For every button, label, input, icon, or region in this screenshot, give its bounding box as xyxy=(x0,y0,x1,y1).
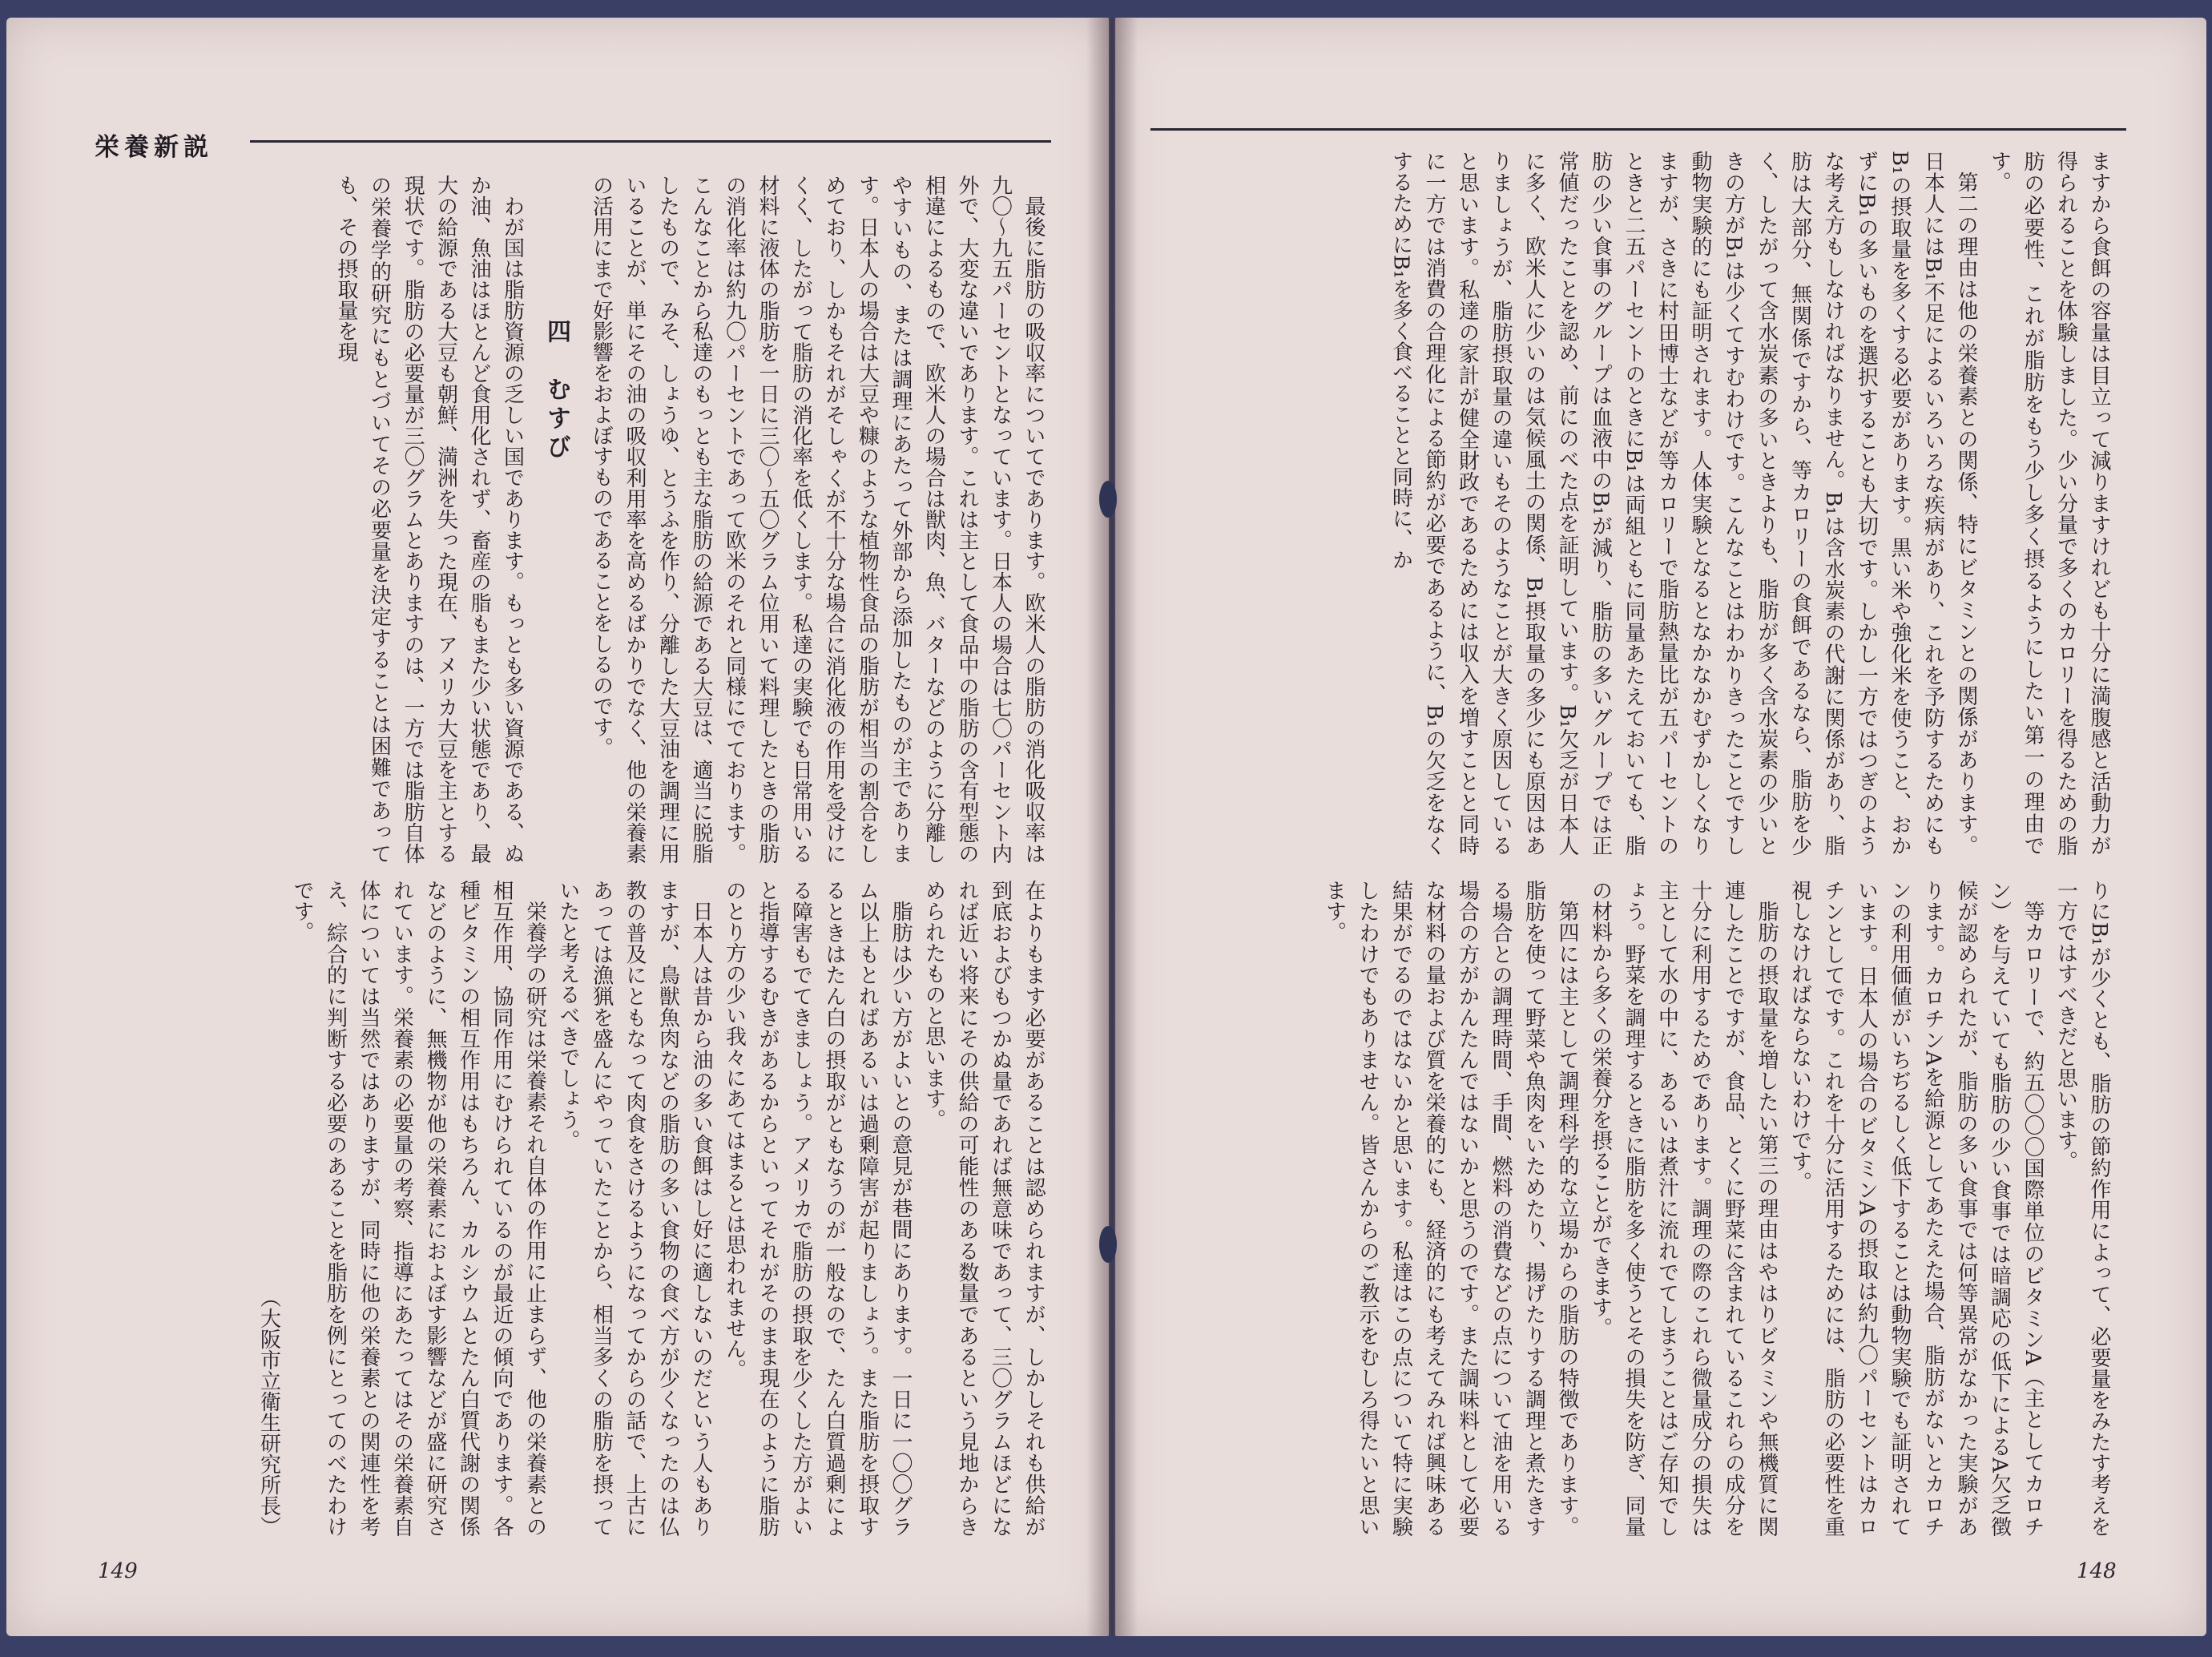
paragraph: 栄養学の研究は栄養素それ自体の作用に止まらず、他の栄養素との相互作用、協同作用にむけられているのが最近の傾向であります。各種ビタミンの相互作用はもちろん、カルシウムとたん白質代謝の関係などのように、無機物が他の栄養素におよぼす影響などが盛に研究されています。栄養素の必要量の考察、指導にあたってはその栄養素自体については当然ではありますが、同時に他の栄養素との関連性を考え、綜合的に判断する必要のあることを脂肪を例にとってのべたわけです。 xyxy=(290,880,547,1537)
running-head: 栄養新説 xyxy=(95,133,213,162)
header-rule xyxy=(250,140,1051,143)
book-gutter xyxy=(1086,18,1138,1636)
page-number-left: 149 xyxy=(98,1559,138,1583)
paragraph: 日本人は昔から油の多い食餌はし好に適しないのだという人もありますが、鳥獣魚肉などの脂肪の多い食物の食べ方が少くなったのは仏教の普及にともなって肉食をさけるようになってからの話で、上古にあっては漁猟を盛んにやっていたことから、相当多くの脂肪を摂っていたと考えるべきでしょう。 xyxy=(556,880,713,1537)
paragraph: 脂肪は少い方がよいとの意見が巷間にあります。一日に一〇〇グラム以上もとればあるいは過剰障害が起りましょう。また脂肪を摂取するときはたん白の摂取がともなうのが一般なので、たん白質過剰による障害もでてきましょう。アメリカで脂肪の摂取を少くした方がよいと指導するむきがあるからといってそれがそのまま現在のように脂肪のとり方の少い我々にあてはまるとは思われません。 xyxy=(722,880,913,1537)
author-credit: （大阪市立衛生研究所長） xyxy=(256,1287,281,1537)
binding-hole-icon xyxy=(1099,481,1117,518)
binding-hole-icon xyxy=(1099,1226,1117,1263)
paragraph: 在よりもます必要があることは認められますが、しかしそれも供給が到底およびもつかぬ量であれば無意味であって、三〇グラムほどになれば近い将来にその供給の可能性のある数量であるという見地からきめられたものと思います。 xyxy=(921,880,1046,1537)
page-number-right: 148 xyxy=(2077,1559,2117,1583)
paragraph: わが国は脂肪資源の乏しい国であります。もっとも多い資源である、ぬか油、魚油はほとんど食用化されず、畜産の脂もまた少い状態であり、最大の給源である大豆も朝鮮、満洲を失った現在、アメリカ大豆を主とする現状です。脂肪の必要量が三〇グラムとありますのは、一方では脂肪自体の栄養学的研究にもとづいてその必要量を決定することは困難であっても、その摂取量を現 xyxy=(334,175,525,864)
paragraph: 第四には主として調理科学的な立場からの脂肪の特徴であります。脂肪を使って野菜や魚肉をいためたり、揚げたりする調理と煮たきする場合との調理時間、手間、燃料の消費などの点について油を用いる場合の方がかんたんではないかと思うのです。また調味料として必要な材料の量および質を栄養的にも、経済的にも考えてみれば興味ある結果がでるのではないかと思います。私達はこの点について特に実験したわけでもありません。皆さんからのご教示をむしろ得たいと思います。 xyxy=(1322,880,1579,1537)
paragraph: 第二の理由は他の栄養素との関係、特にビタミンとの関係があります。日本人にはB₁不足によるいろいろな疾病があり、これを予防するためにもB₁の摂取量を多くする必要があります。黒い米や強化米を使うこと、おかずにB₁の多いものを選択することも大切です。しかし一方ではつぎのような考え方もしなければなりません。B₁は含水炭素の代謝に関係があり、脂肪は大部分、無関係ですから、等カロリーの食餌であるなら、脂肪を少く、したがって含水炭素の多いときよりも、脂肪が多く含水炭素の少いときの方がB₁は少くてすむわけです。こんなことはわかりきったことですし動物実験的にも証明されます。人体実験となるとなかなかむずかしくなりますが、さきに村田博士などが等カロリーで脂肪熱量比が五パーセントのときと二五パーセントのときにB₁は両組ともに同量あたえておいても、脂肪の少い食事のグループは血液中のB₁が減り、脂肪の多いグループでは正常値だったことを認め、前にのべた点を証明しています。B₁欠乏が日本人に多く、欧米人に少いのは気候風土の関係、B₁摂取量の多少にも原因はありましょうが、脂肪摂取量の違いもそのようなことが大きく原因していると思います。私達の家計が健全財政であるためには収入を増すことと同時に一方では消費の合理化による節約が必要であるように、B₁の欠乏をなくするためにB₁を多く食べることと同時に、か xyxy=(1388,151,1978,856)
paragraph: ますから食餌の容量は目立って減りますけれども十分に満腹感と活動力が得られることを体験しました。少い分量で多くのカロリーを得るための脂肪の必要性、これが脂肪をもう少し多く摂るようにしたい第一の理由です。 xyxy=(1987,151,2111,856)
paragraph: 脂肪の摂取量を増したい第三の理由はやはりビタミンや無機質に関連したことですが、食品、とくに野菜に含まれているこれらの成分を十分に利用するためであります。調理の際のこれら微量成分の損失は主として水の中に、あるいは煮汁に流れでてしまうことはご存知でしょう。野菜を調理するときに脂肪を多く使うとその損失を防ぎ、同量の材料から多くの栄養分を摂ることができます。 xyxy=(1588,880,1779,1537)
left-lower-text xyxy=(128,880,1050,1537)
paragraph: 等カロリーで、約五〇〇〇国際単位のビタミンA（主としてカロチン）を与えていても脂肪の少い食事では暗調応の低下によるA欠乏徴候が認められたが、脂肪の多い食事では何等異常がなかった実験があります。カロチンAを給源としてあたえた場合、脂肪がないとカロチンの利用価値がいちぢるしく低下することは動物実験でも証明されています。日本人の場合のビタミンAの摂取は約九〇パーセントはカロチンとしてです。これを十分に活用するためには、脂肪の必要性を重視しなければならないわけです。 xyxy=(1787,880,2045,1537)
section-title: 四 むすび xyxy=(542,319,570,463)
paragraph: 最後に脂肪の吸収率についてであります。欧米人の脂肪の消化吸収率は九〇〜九五パーセントとなっています。日本人の場合は七〇パーセント内外で、大変な違いであります。これは主として食品中の脂肪の含有型態の相違によるもので、欧米人の場合は獣肉、魚、バターなどのように分離しやすいもの、または調理にあたって外部から添加したものが主であります。日本人の場合は大豆や糠のような植物性食品の脂肪が相当の割合をしめており、しかもそれがそしゃくが不十分な場合に消化液の作用を受けにくく、したがって脂肪の消化率を低くします。私達の実験でも日常用いる材料に液体の脂肪を一日に三〇〜五〇グラム位用いて料理したときの脂肪の消化率は約九〇パーセントであって欧米のそれと同様にでております。こんなことから私達のもっとも主な脂肪の給源である大豆は、適当に脱脂したもので、みそ、しょうゆ、とうふを作り、分離した大豆油を調理に用いることが、単にその油の吸収利用率を高めるばかりでなく、他の栄養素の活用にまで好影響をおよぼすものであることをしるのです。 xyxy=(589,175,1046,864)
right-lower-text xyxy=(1166,880,2115,1537)
right-upper-text xyxy=(1166,151,2115,856)
left-upper-text xyxy=(96,175,1050,864)
paragraph: りにB₁が少くとも、脂肪の節約作用によって、必要量をみたす考えを一方ではすべきだと思います。 xyxy=(2053,880,2111,1537)
header-rule xyxy=(1150,128,2126,131)
